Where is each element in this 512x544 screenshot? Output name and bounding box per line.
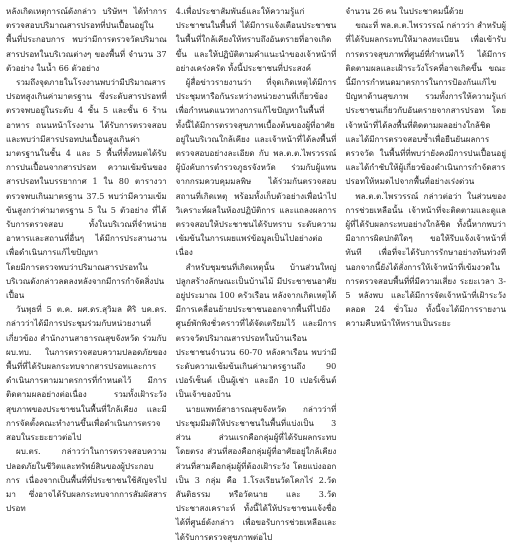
paragraph: ผู้สื่อข่าวรายงานว่า ที่จุดเกิดเหตุได้มีการประชุมหารือกันระหว่างหน่วยงานที่เกี่ยวข้องเพื่อกำหนดแนวทางการแก้ไขปัญหาในพื้นที่ ทั้งนี้ได้มีการตรวจสุขภาพเบื้องต้นของผู้ที่อาศัยอยู่ในบริเวณใกล้เคียง และเจ้าหน้าที่ได้ลงพื้นที่ตรวจสอบอย่างละเอียด กับ พล.ต.ต.ไพรวรรณ์ ผู้บังคับการตำรวจภูธรจังหวัด ร่วมกับผู้แทนจากกรมควบคุมมลพิษ ได้ร่วมกันตรวจสอบสถานที่เกิดเหตุ พร้อมทั้งเก็บตัวอย่างเพื่อนำไปวิเคราะห์ผลในห้องปฏิบัติการ และแถลงผลการตรวจสอบให้ประชาชนได้รับทราบ ระดับความเข้มข้นในการเผยแพร่ข้อมูลเป็นไปอย่างต่อเนื่อง [175, 77, 337, 258]
paragraph: พล.ต.ต.ไพรวรรณ์ กล่าวต่อว่า ในส่วนของการช่วยเหลือนั้น เจ้าหน้าที่จะติดตามและดูแลผู้ที่ได้รับผลกระทบอย่างใกล้ชิด ทั้งนี้หากพบว่ามีอาการผิดปกติใดๆ ขอให้รีบแจ้งเจ้าหน้าที่ทันที เพื่อที่จะได้รับการรักษาอย่างทันท่วงที นอกจากนี้ยังได้สั่งการให้เจ้าหน้าที่เข้มงวดในการตรวจสอบพื้นที่ที่มีความเสี่ยง ระยะเวลา 3-5 หลังพบ และได้มีการจัดเจ้าหน้าที่เฝ้าระวังตลอด 24 ชั่วโมง ทั้งนี้จะได้มีการรายงานความคืบหน้าให้ทราบเป็นระยะ [345, 190, 507, 329]
paragraph: สำหรับชุมชนที่เกิดเหตุนั้น บ้านส่วนใหญ่ปลูกสร้างลักษณะเป็นบ้านไม้ มีประชาชนอาศัยอยู่ประมาณ 100 ครัวเรือน หลังจากเกิดเหตุได้มีการเคลื่อนย้ายประชาชนออกจากพื้นที่ไปยังศูนย์พักพิงชั่วคราวที่ได้จัดเตรียมไว้ และมีการตรวจวัดปริมาณสารปรอทในบ้านเรือนประชาชนจำนวน 60-70 หลังคาเรือน พบว่ามีระดับความเข้มข้นเกินค่ามาตรฐานถึง 90 เปอร์เซ็นต์ เป็นผู้เช่า และอีก 10 เปอร์เซ็นต์เป็นเจ้าของบ้าน [175, 261, 337, 400]
paragraph: รวมถึงจุดภายในโรงงานพบว่ามีปริมาณสารปรอทสูงเกินค่ามาตรฐาน ซึ่งระดับสารปรอทที่ตรวจพบอยู่ในระดับ 4 ชั้น 5 และชั้น 6 ร้านอาหาร ถนนหน้าโรงงาน ได้รับการตรวจสอบและพบว่ามีสารปรอทปนเปื้อนสูงเกินค่ามาตรฐานในชั้น 4 และ 5 พื้นที่ทั้งหมดได้รับการปนเปื้อนจากสารปรอท ความเข้มข้นของสารปรอทในบรรยากาศ 1 ใน 80 ตารางวา ตรวจพบเกินมาตรฐาน 37.5 พบว่ามีความเข้มข้นสูงกว่าค่ามาตรฐาน 5 ใน 5 ตัวอย่าง ที่ได้รับการตรวจสอบ ทั้งในบริเวณที่จำหน่ายอาหารและสถานที่อื่นๆ ได้มีการประสานงานเพื่อดำเนินการแก้ไขปัญหา [6, 77, 167, 258]
paragraph: นายแพทย์สาธารณสุขจังหวัด กล่าวว่าที่ประชุมมีมติให้ประชาชนในพื้นที่แบ่งเป็น 3 ส่วน ส่วนแรกคือกลุ่มผู้ที่ได้รับผลกระทบโดยตรง ส่วนที่สองคือกลุ่มผู้ที่อาศัยอยู่ใกล้เคียง ส่วนที่สามคือกลุ่มผู้ที่ต้องเฝ้าระวัง โดยแบ่งออกเป็น 3 กลุ่ม คือ 1.โรงเรียนวัดโคกไร่ 2.วัดสันติธรรม หรือวัดนาย และ 3.วัดประชาสงเคราะห์ ทั้งนี้ได้ให้ประชาชนแจ้งชื่อได้ที่ศูนย์ดังกล่าว เพื่อขอรับการช่วยเหลือและได้รับการตรวจสุขภาพต่อไป [175, 403, 337, 542]
paragraph: วันพุธที่ 5 ต.ค. ผศ.ดร.สุวิมล ศิริ บค.ดร. กล่าวว่าได้มีการประชุมร่วมกับหน่วยงานที่เกี่ยวข้อง สำนักงานสาธารณสุขจังหวัด ร่วมกับ ผบ.ทบ. ในการตรวจสอบความปลอดภัยของพื้นที่ที่ได้รับผลกระทบจากสารปรอทและการดำเนินการตามมาตรการที่กำหนดไว้ มีการติดตามผลอย่างต่อเนื่อง รวมทั้งเฝ้าระวังสุขภาพของประชาชนในพื้นที่ใกล้เคียง และมีการจัดตั้งคณะทำงานขึ้นเพื่อดำเนินการตรวจสอบในระยะยาวต่อไป [6, 304, 167, 443]
text-column-middle [175, 4, 337, 542]
text-column-left [6, 4, 167, 512]
paragraph: ขณะที่ พล.ต.ต.ไพรวรรณ์ กล่าวว่า สำหรับผู้ที่ได้รับผลกระทบให้มาลงทะเบียน เพื่อเข้ารับการตรวจสุขภาพที่ศูนย์ที่กำหนดไว้ ได้มีการติดตามผลและเฝ้าระวังโรคที่อาจเกิดขึ้น ขณะนี้มีการกำหนดมาตรการในการป้องกันแก้ไข ปัญหาด้านสุขภาพ รวมทั้งการให้ความรู้แก่ประชาชนเกี่ยวกับอันตรายจากสารปรอท โดยเจ้าหน้าที่ได้ลงพื้นที่ติดตามผลอย่างใกล้ชิด และได้มีการตรวจสอบซ้ำเพื่อยืนยันผลการตรวจวัด ในพื้นที่ที่พบว่ายังคงมีการปนเปื้อนอยู่ และได้กำชับให้ผู้เกี่ยวข้องดำเนินการกำจัดสารปรอทให้หมดไปจากพื้นที่อย่างเร่งด่วน [345, 20, 507, 187]
paragraph: ผบ.ตร. กล่าวว่าในการตรวจสอบความปลอดภัยในชีวิตและทรัพย์สินของผู้ประกอบการ เนื่องจากเป็นพื้นที่ที่ประชาชนใช้สัญจรไปมา ซึ่งอาจได้รับผลกระทบจากการสัมผัสสารปรอท [6, 446, 167, 514]
paragraph: 4.เพื่อประชาสัมพันธ์และให้ความรู้แก่ประชาชนในพื้นที่ ได้มีการแจ้งเตือนประชาชนในพื้นที่ใกล้เคียงให้ทราบถึงอันตรายที่อาจเกิดขึ้น และให้ปฏิบัติตามคำแนะนำของเจ้าหน้าที่อย่างเคร่งครัด ทั้งนี้ประชาชนที่ประสงค์ [175, 6, 337, 73]
text-column-right [345, 4, 506, 512]
paragraph: โดยมีการตรวจพบว่าปริมาณสารปรอทในบริเวณดังกล่าวลดลงหลังจากมีการกำจัดสิ่งปนเปื้อน [6, 261, 165, 301]
paragraph: จำนวน 26 คน ในประชาคมนี้ด้วย [345, 6, 464, 16]
paragraph: หลังเกิดเหตุการณ์ดังกล่าว บริษัทฯ ได้ทำการตรวจสอบปริมาณสารปรอทที่ปนเปื้อนอยู่ในพื้นที่ประกอบการ พบว่ามีการตรวจวัดปริมาณสารปรอทในบริเวณต่างๆ ของพื้นที่ จำนวน 37 ตัวอย่าง ในน้ำ 66 ตัวอย่าง [6, 6, 167, 73]
